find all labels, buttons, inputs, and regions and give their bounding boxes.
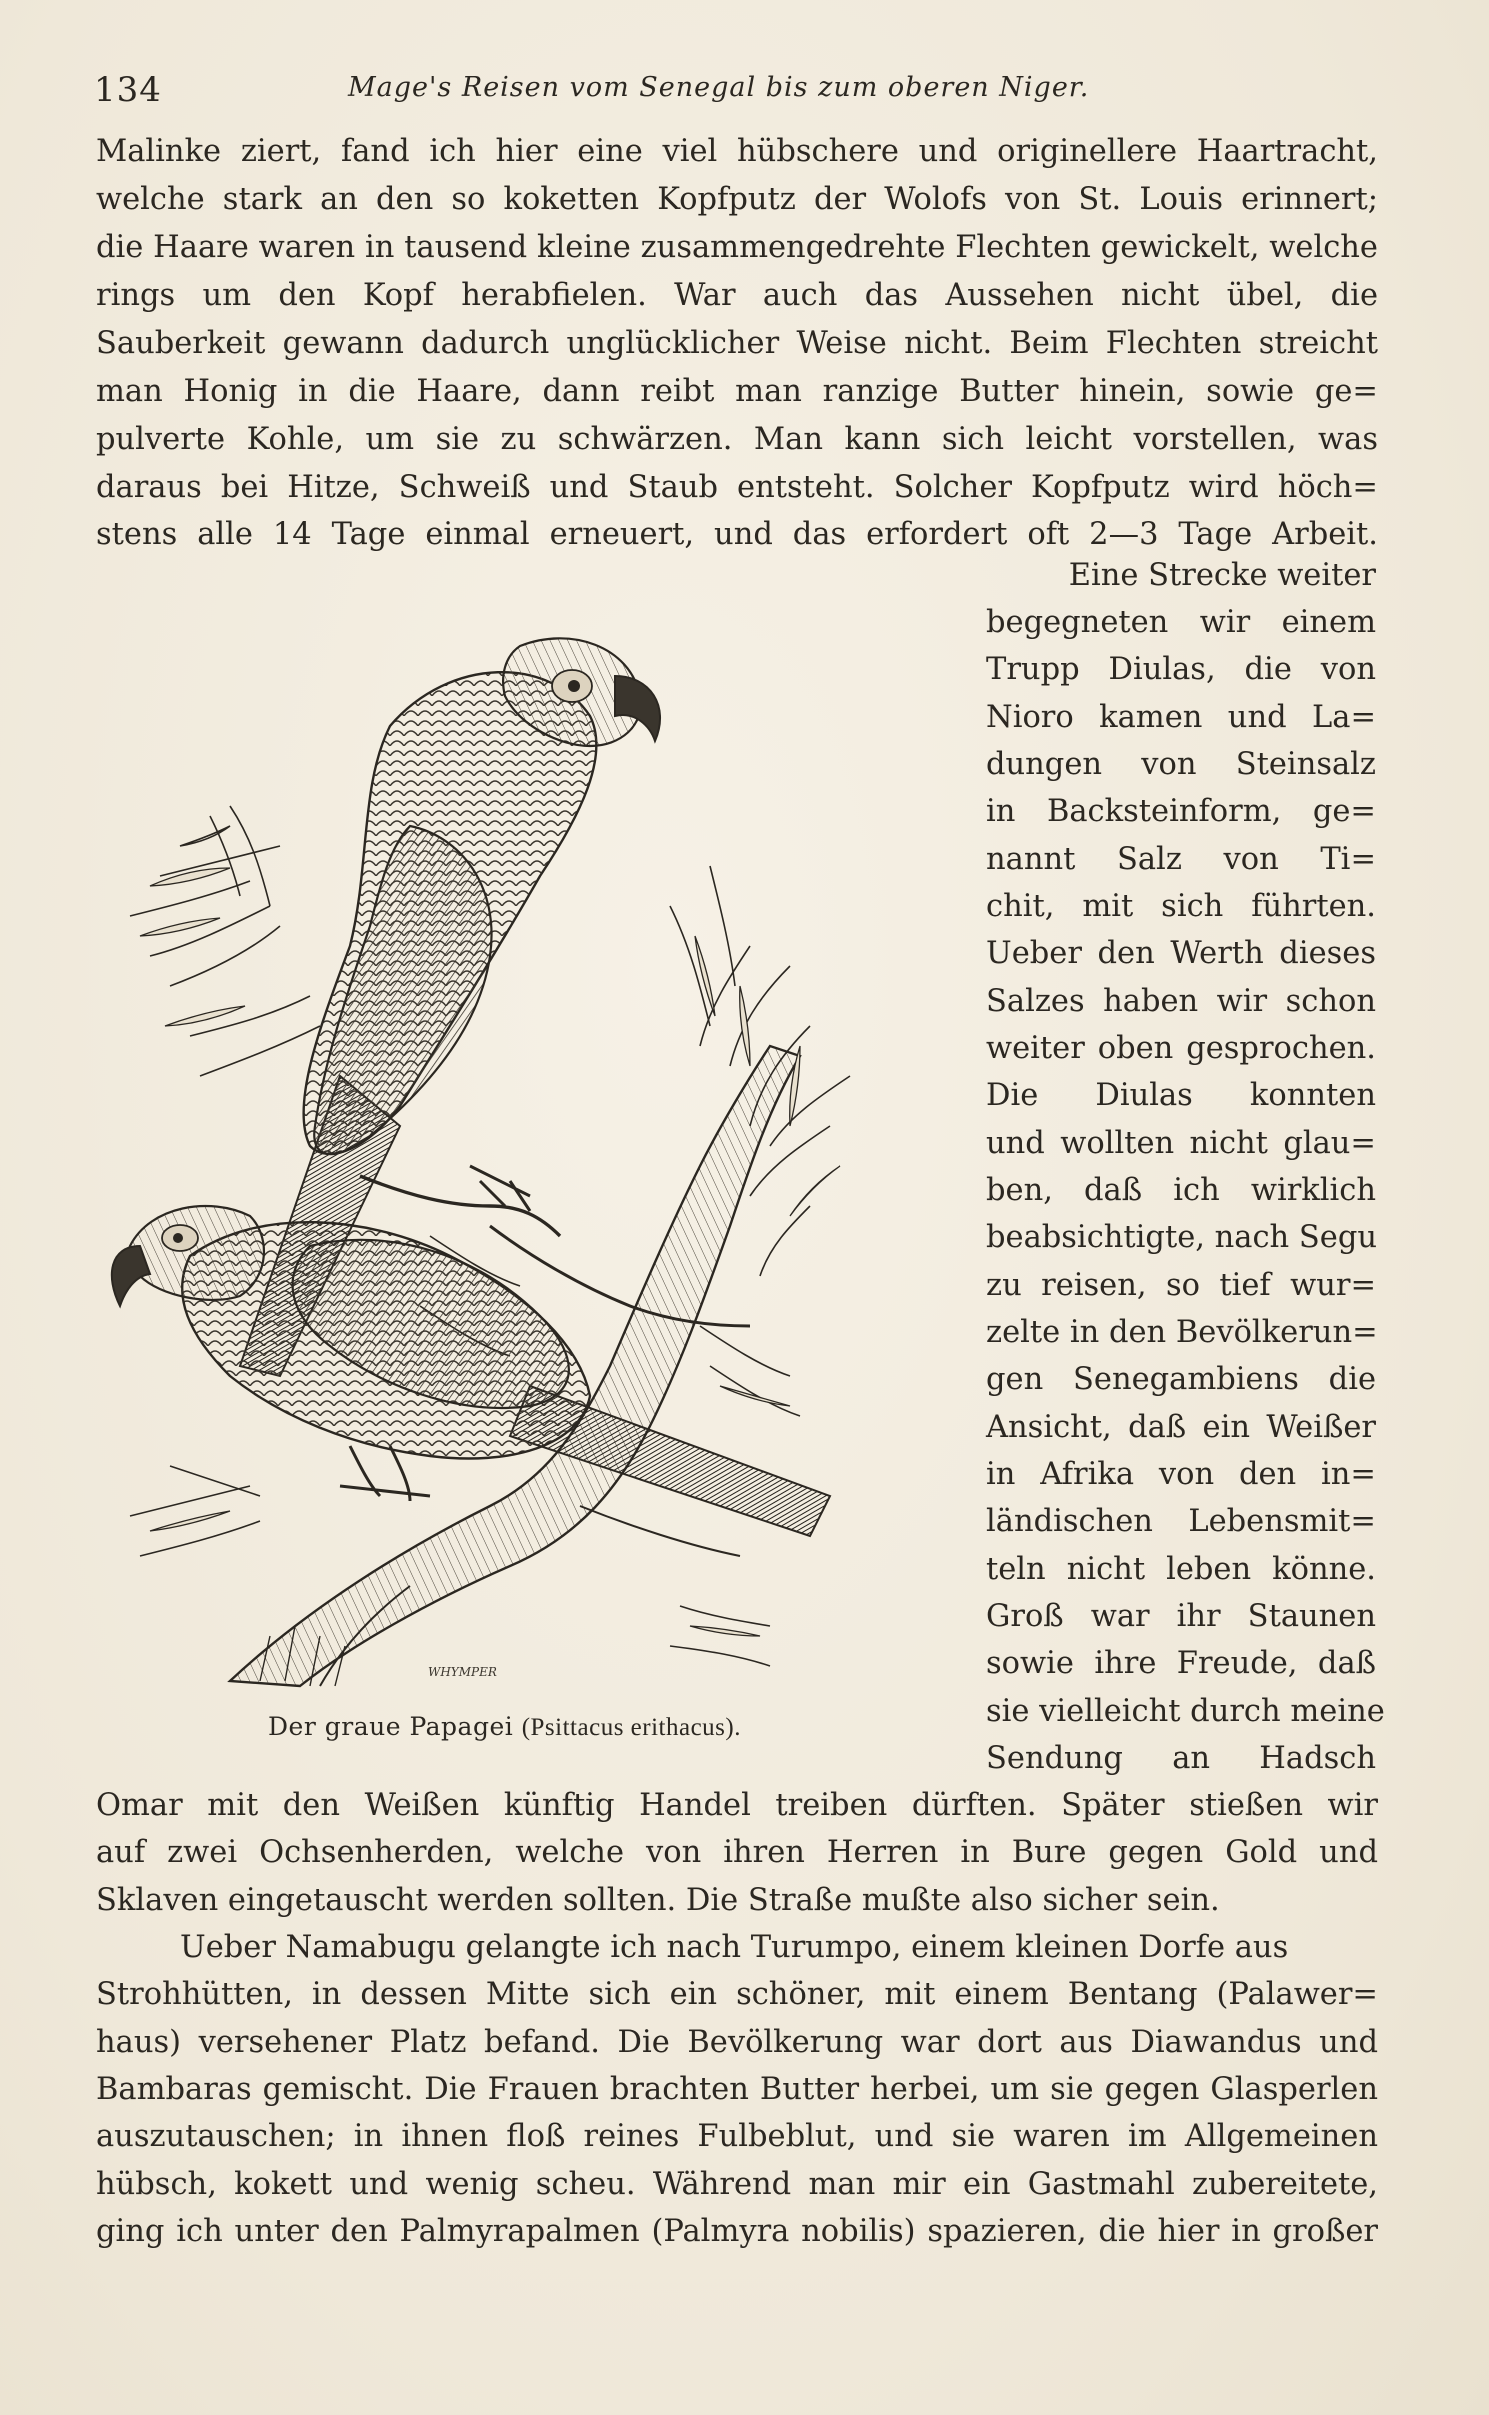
side-line: ben, daß ich wirklich (986, 1173, 1376, 1208)
side-line: Nioro kamen und La= (986, 700, 1376, 735)
parrot-illustration (110, 606, 930, 1692)
side-line: beabsichtigte, nach Segu (986, 1220, 1378, 1255)
side-line: zu reisen, so tief wur= (986, 1268, 1376, 1303)
side-line: gen Senegambiens die (986, 1362, 1376, 1397)
body-line: Sauberkeit gewann dadurch unglücklicher Weise nicht. Beim Flechten streicht (96, 326, 1378, 361)
side-line: chit, mit sich führten. (986, 889, 1376, 924)
body-line: welche stark an den so koketten Kopfputz der Wolofs von St. Louis erinnert; (96, 182, 1378, 217)
side-line: und wollten nicht glau= (986, 1126, 1376, 1161)
paragraph-line: Bambaras gemischt. Die Frauen brachten Butter herbei, um sie gegen Glasperlen (96, 2072, 1378, 2107)
side-line: weiter oben gesprochen. (986, 1031, 1376, 1066)
running-title: Mage's Reisen vom Senegal bis zum oberen Niger. (348, 72, 1090, 103)
side-line: Salzes haben wir schon (986, 984, 1376, 1019)
paragraph-line: Ueber Namabugu gelangte ich nach Turumpo, einem kleinen Dorfe aus (180, 1930, 1289, 1965)
side-line: Ueber den Werth dieses (986, 936, 1376, 971)
body-line: Sklaven eingetauscht werden sollten. Die Straße mußte also sicher sein. (96, 1883, 1220, 1918)
side-line: Trupp Diulas, die von (986, 652, 1376, 687)
body-line: daraus bei Hitze, Schweiß und Staub entsteht. Solcher Kopfputz wird höch= (96, 470, 1378, 505)
side-line: dungen von Steinsalz (986, 747, 1376, 782)
side-line: nannt Salz von Ti= (986, 842, 1376, 877)
paragraph-line: Strohhütten, in dessen Mitte sich ein schöner, mit einem Bentang (Palawer= (96, 1977, 1378, 2012)
side-line: teln nicht leben könne. (986, 1552, 1376, 1587)
page-header (94, 66, 1384, 116)
side-line: ländischen Lebensmit= (986, 1504, 1376, 1539)
side-line: Ansicht, daß ein Weißer (986, 1410, 1376, 1445)
side-line: Sendung an Hadsch (986, 1741, 1376, 1776)
body-line: die Haare waren in tausend kleine zusammengedrehte Flechten gewickelt, welche (96, 230, 1378, 265)
side-line: sie vielleicht durch meine (986, 1694, 1385, 1729)
figure-caption (268, 1712, 741, 1742)
lower-parrot (112, 1206, 830, 1536)
side-line: Eine Strecke weiter (1068, 558, 1376, 593)
page-number: 134 (94, 70, 162, 110)
side-line: zelte in den Bevölkerun= (986, 1315, 1378, 1350)
body-line: Omar mit den Weißen künftig Handel treiben dürften. Später stießen wir (96, 1788, 1378, 1823)
side-line: sowie ihre Freude, daß (986, 1646, 1376, 1681)
caption-german: Der graue Papagei (268, 1712, 514, 1741)
caption-latin: (Psittacus erithacus). (521, 1714, 741, 1741)
side-line: in Afrika von den in= (986, 1457, 1376, 1492)
paragraph-line: auszutauschen; in ihnen floß reines Fulbeblut, und sie waren im Allgemeinen (96, 2119, 1378, 2154)
side-line: Groß war ihr Staunen (986, 1599, 1376, 1634)
body-line: man Honig in die Haare, dann reibt man ranzige Butter hinein, sowie ge= (96, 374, 1378, 409)
body-line: Malinke ziert, fand ich hier eine viel hübschere und originellere Haartracht, (96, 134, 1378, 169)
body-line: pulverte Kohle, um sie zu schwärzen. Man kann sich leicht vorstellen, was (96, 422, 1378, 457)
body-line: stens alle 14 Tage einmal erneuert, und das erfordert oft 2—3 Tage Arbeit. (96, 517, 1378, 552)
paragraph-line: hübsch, kokett und wenig scheu. Während man mir ein Gastmahl zubereitete, (96, 2167, 1378, 2202)
paragraph-line: haus) versehener Platz befand. Die Bevölkerung war dort aus Diawandus und (96, 2025, 1378, 2060)
paragraph-line: ging ich unter den Palmyrapalmen (Palmyra nobilis) spazieren, die hier in großer (96, 2214, 1378, 2249)
side-line: begegneten wir einem (986, 605, 1376, 640)
engraver-signature: WHYMPER (428, 1665, 497, 1679)
body-line: rings um den Kopf herabfielen. War auch das Aussehen nicht übel, die (96, 278, 1378, 313)
body-line: auf zwei Ochsenherden, welche von ihren Herren in Bure gegen Gold und (96, 1835, 1378, 1870)
side-line: Die Diulas konnten (986, 1078, 1376, 1113)
side-line: in Backsteinform, ge= (986, 794, 1376, 829)
